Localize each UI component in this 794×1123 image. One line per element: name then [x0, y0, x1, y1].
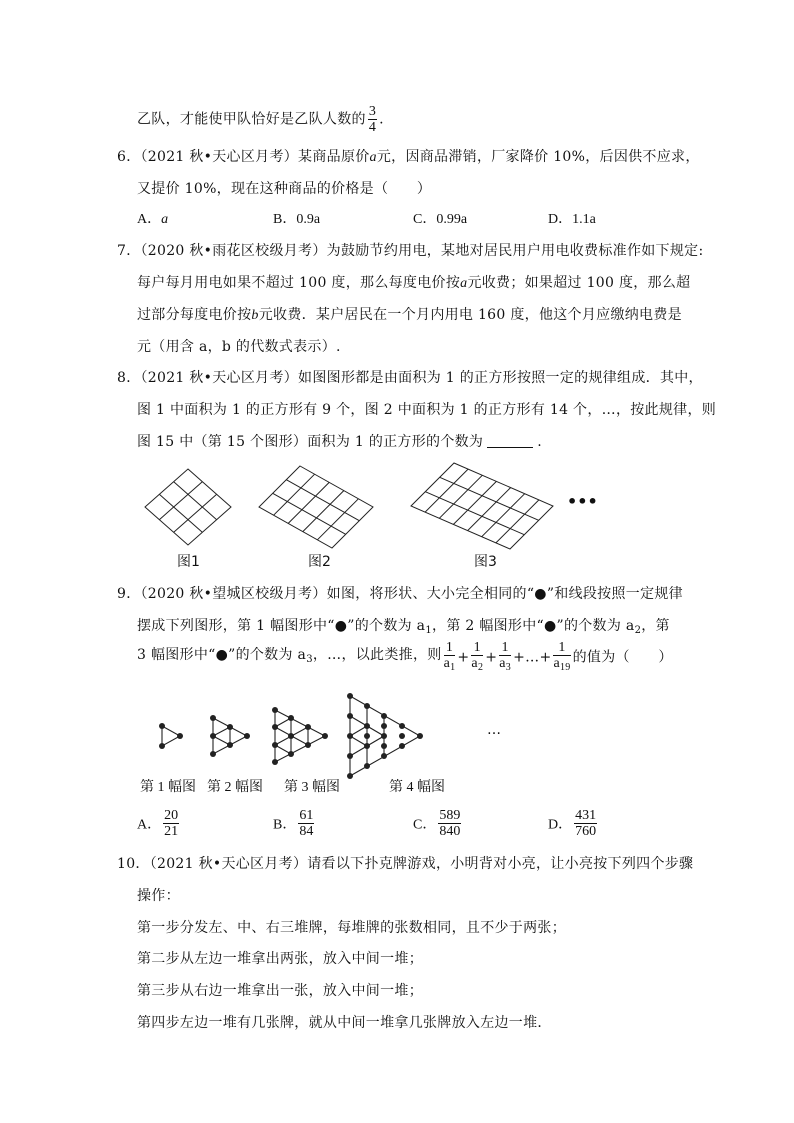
- q6-text-1: 6．（2021 秋•天心区月考）某商品原价: [117, 149, 370, 165]
- q9-plus-dots: +…+: [513, 649, 552, 666]
- q9-term1-sub: 1: [450, 662, 456, 673]
- q9-term3-den: [499, 656, 511, 675]
- q9-option-b-den: 84: [299, 824, 314, 839]
- q9-option-d-den: 760: [575, 824, 597, 839]
- q9-sum-term-1: [444, 640, 456, 675]
- q7-var-b: b: [251, 308, 259, 323]
- q9-option-a-label: A．: [137, 817, 162, 833]
- q7-text-2a: 每户每月用电如果不超过 100 度，那么每度电价按: [137, 275, 461, 291]
- q9-term2-den: [471, 656, 483, 675]
- q9-option-a-num: 20: [164, 808, 179, 823]
- q9-text-3a: 3 幅图形中“●”的个数为 a: [137, 647, 307, 663]
- q6-line1: [117, 146, 700, 166]
- q9-term19-den: [553, 656, 570, 675]
- q9-term19-sub: 19: [560, 662, 571, 673]
- q5-tail: [137, 104, 384, 135]
- q10-line1: 10．（2021 秋•天心区月考）请看以下扑克牌游戏，小明背对小亮，让小亮按下列四个步骤: [117, 856, 694, 872]
- q10-step-4: 第四步左边一堆有几张牌，就从中间一堆拿几张牌放入左边一堆．: [137, 1015, 552, 1031]
- q9-figure: [155, 688, 485, 780]
- q9-option-a[interactable]: [137, 808, 181, 839]
- q6-option-d-value: 1.1a: [572, 212, 596, 227]
- q6-line2: 又提价 10%，现在这种商品的价格是（ ）: [137, 181, 432, 197]
- q9-option-d-frac: [574, 808, 597, 839]
- q9-caption-4: 第 4 幅图: [389, 780, 445, 795]
- q6-option-b-value: 0.9a: [296, 212, 321, 227]
- q10-line2: 操作：: [137, 888, 180, 904]
- q7-line4: 元（用含 a，b 的代数式表示）.: [137, 339, 341, 355]
- q9-option-c-num: 589: [439, 808, 461, 823]
- q5-fraction: [368, 104, 377, 135]
- q9-sub-1: 1: [425, 625, 433, 636]
- q6-option-c[interactable]: [413, 208, 467, 228]
- q5-frac-den: 4: [368, 120, 377, 135]
- q9-plus-1: +: [457, 649, 470, 666]
- q9-option-d[interactable]: [548, 808, 599, 839]
- q9-option-c-label: C．: [413, 817, 437, 833]
- q6-var-a: a: [369, 150, 377, 165]
- q9-option-b-num: 61: [299, 808, 314, 823]
- q8-line3: [137, 431, 542, 451]
- q9-term2-num: 1: [471, 640, 483, 656]
- q10-step-3: 第三步从右边一堆拿出一张，放入中间一堆；: [137, 983, 423, 999]
- q9-term1-den: [444, 656, 456, 675]
- q9-ellipsis: …: [487, 722, 501, 738]
- q6-option-b-label: B．: [273, 212, 297, 227]
- q9-sub-3: 3: [306, 654, 313, 665]
- q9-line1: 9．（2020 秋•望城区校级月考）如图，将形状、大小完全相同的“●”和线段按照一定规律: [117, 586, 683, 602]
- q7-line3: [137, 304, 682, 324]
- q9-option-c-frac: [438, 808, 461, 839]
- q8-end: .: [537, 434, 543, 450]
- q9-option-b-frac: [298, 808, 314, 839]
- q6-option-c-value: 0.99a: [436, 212, 468, 227]
- q5-frac-num: 3: [368, 104, 377, 119]
- q7-text-2b: 元收费；如果超过 100 度，那么超: [467, 275, 691, 291]
- q5-text: 乙队，才能使甲队恰好是乙队人数的: [137, 111, 366, 128]
- q6-option-d[interactable]: [548, 208, 596, 228]
- q10-step-2: 第二步从左边一堆拿出两张，放入中间一堆；: [137, 951, 423, 967]
- q6-option-c-label: C．: [413, 212, 437, 227]
- q7-text-3a: 过部分每度电价按: [137, 307, 252, 323]
- q9-term1-a: a: [443, 656, 451, 671]
- q8-line2: 图 1 中面积为 1 的正方形有 9 个，图 2 中面积为 1 的正方形有 14 个，…，按此规律，则: [137, 402, 717, 418]
- q7-var-a: a: [460, 276, 468, 291]
- q5-end: .: [379, 111, 384, 128]
- q7-text-3b: 元收费．某户居民在一个月内用电 160 度，他这个月应缴纳电费是: [258, 307, 682, 323]
- q9-caption-2: 第 2 幅图: [207, 780, 263, 795]
- q8-text-3: 图 15 中（第 15 个图形）面积为 1 的正方形的个数为: [137, 434, 484, 450]
- q9-term3-sub: 3: [505, 662, 512, 673]
- q8-line1: 8．（2021 秋•天心区月考）如图图形都是由面积为 1 的正方形按照一定的规律组成．其中，: [117, 370, 703, 386]
- q9-sub-2: 2: [634, 625, 642, 636]
- q6-text-1b: 元，因商品滞销，厂家降价 10%，后因供不应求，: [376, 149, 700, 165]
- q9-line3: [137, 640, 673, 675]
- q9-term2-sub: 2: [477, 662, 484, 673]
- q9-text-2a: 摆成下列图形，第 1 幅图形中“●”的个数为 a: [137, 618, 426, 634]
- q7-line1: 7．（2020 秋•雨花区校级月考）为鼓励节约用电，某地对居民用户用电收费标准作如下规定:: [117, 243, 704, 259]
- q9-term19-num: 1: [553, 640, 570, 656]
- q6-option-a[interactable]: [137, 208, 168, 228]
- q8-caption-2: 图2: [308, 554, 331, 570]
- q10-step-1: 第一步分发左、中、右三堆牌，每堆牌的张数相同，且不少于两张；: [137, 920, 566, 936]
- q9-text-2b: ，第 2 幅图形中“●”的个数为 a: [432, 618, 635, 634]
- q9-term3-num: 1: [499, 640, 511, 656]
- q9-option-a-den: 21: [164, 824, 179, 839]
- q9-sum-term-2: [471, 640, 483, 675]
- q9-text-3-wrap: [137, 647, 442, 663]
- q8-answer-blank[interactable]: [487, 433, 533, 448]
- q6-option-b[interactable]: [273, 208, 320, 228]
- q8-figure-3: [411, 463, 553, 549]
- q9-term19-a: a: [553, 656, 560, 671]
- q9-caption-3: 第 3 幅图: [284, 780, 340, 795]
- q9-plus-2: +: [485, 649, 498, 666]
- q9-caption-1: 第 1 幅图: [140, 780, 196, 795]
- q8-ellipsis: •••: [567, 492, 598, 511]
- q9-sum-term-19: [553, 640, 570, 675]
- q9-option-d-label: D．: [548, 817, 573, 833]
- q8-figure-1: [145, 469, 231, 545]
- q9-text-2c: ，第: [641, 618, 670, 634]
- q9-term2-a: a: [471, 656, 478, 671]
- q6-option-a-value: a: [161, 212, 169, 227]
- q9-option-c-den: 840: [439, 824, 461, 839]
- q8-caption-3: 图3: [474, 554, 497, 570]
- q9-line2: [137, 615, 670, 636]
- q9-text-3b: ，…，以此类推，则: [312, 647, 442, 663]
- q9-sum-term-3: [499, 640, 511, 675]
- q7-line2: [137, 272, 690, 292]
- q8-caption-1: 图1: [177, 554, 200, 570]
- q9-option-c[interactable]: [413, 808, 463, 839]
- q9-option-d-num: 431: [575, 808, 597, 823]
- q6-option-d-label: D．: [548, 212, 573, 227]
- q9-option-b[interactable]: [273, 808, 316, 839]
- q8-figure-2: [259, 466, 373, 548]
- q9-term1-num: 1: [444, 640, 456, 656]
- q9-option-b-label: B．: [273, 817, 297, 833]
- q6-option-a-label: A．: [137, 212, 162, 227]
- q9-term3-a: a: [499, 656, 506, 671]
- q9-option-a-frac: [163, 808, 179, 839]
- q9-text-3c: 的值为（ ）: [572, 649, 673, 666]
